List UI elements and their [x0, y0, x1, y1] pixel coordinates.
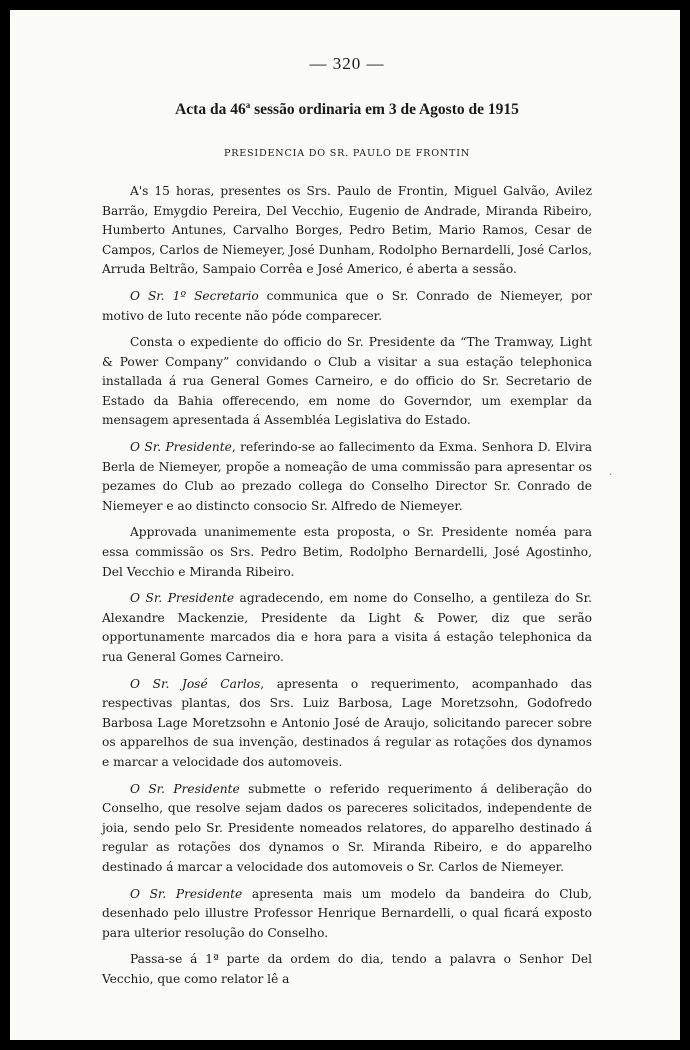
paragraph-text: Approvada unanimemente esta proposta, o Sr. Presidente noméa para essa commissão os Srs. Pedro Betim, Rodolpho Bernardelli, José Agostinho, Del Vecchio e Miranda Ribeiro. — [102, 525, 592, 579]
scan-speck-decoration: · — [608, 470, 612, 481]
paragraph-10 — [102, 950, 592, 989]
paragraph-lead: O Sr. Presidente — [130, 781, 240, 796]
paragraph-1 — [102, 182, 592, 280]
paragraph-text: apresenta mais um modelo da bandeira do Club, desenhado pelo illustre Professor Henrique Bernardelli, o qual ficará exposto para ulterior resolução do Conselho. — [102, 886, 592, 940]
paragraph-4 — [102, 438, 592, 516]
paragraph-lead: O Sr. 1º Secretario — [130, 288, 259, 303]
paragraph-8 — [102, 780, 592, 878]
paragraph-text: , apresenta o requerimento, acompanhado das respectivas plantas, dos Srs. Luiz Barbosa, Lage Moretzsohn, Godofredo Barbosa Lage Moretzsohn e Antonio José de Araujo, solicitando parecer sobre os apparelhos de sua invenção, destinados á regular as rotações dos dynamos e marcar a velocidade dos automoveis. — [102, 676, 592, 769]
presidency-line: PRESIDENCIA DO SR. PAULO DE FRONTIN — [223, 148, 471, 160]
paragraph-text: submette o referido requerimento á deliberação do Conselho, que resolve sejam dados os pareceres solicitados, independente de joia, sendo pelo Sr. Presidente nomeados relatores, do apparelho destinado á regular as rotações dos dynamos o Sr. Miranda Ribeiro, e do apparelho destinado á marcar a velocidade dos automoveis o Sr. Carlos de Niemeyer. — [102, 781, 592, 874]
paragraph-text: Passa-se á 1ª parte da ordem do dia, tendo a palavra o Senhor Del Vecchio, que como relator lê a — [102, 952, 592, 986]
paragraph-lead: O Sr. Presidente — [130, 591, 235, 606]
title-before-ordinal: Acta da 46 — [175, 100, 246, 118]
minutes-title — [102, 96, 592, 120]
paragraph-7 — [102, 675, 592, 773]
title-ordinal-suffix: a — [245, 99, 251, 110]
paragraph-9 — [102, 885, 592, 944]
paragraph-6 — [102, 589, 592, 667]
paragraph-text: communica que o Sr. Conrado de Niemeyer, por motivo de luto recente não póde comparecer. — [102, 288, 592, 323]
title-after-ordinal: sessão ordinaria em 3 de Agosto de 1915 — [250, 100, 519, 118]
minutes-body — [102, 182, 592, 990]
document-page — [10, 10, 680, 1040]
paragraph-lead: O Sr. Presidente — [130, 440, 232, 455]
paragraph-text: A's 15 horas, presentes os Srs. Paulo de Frontin, Miguel Galvão, Avilez Barrão, Emygdio Pereira, Del Vecchio, Eugenio de Andrade, Miranda Ribeiro, Humberto Antunes, Carvalho Borges, Pedro Betim, Mario Ramos, Cesar de Campos, Carlos de Niemeyer, José Dunham, Rodolpho Bernardelli, José Carlos, Arruda Beltrão, Sampaio Corrêa e José Americo, é aberta a sessão. — [102, 183, 592, 277]
paragraph-text: Consta o expediente do officio do Sr. Presidente da “The Tramway, Light & Power Company” convidando o Club a visitar a sua estação telephonica installada á rua General Gomes Carneiro, e do officio do Sr. Secretario de Estado da Bahia offerecendo, em nome do Governdor, um exemplar da mensagem apresentada á Assembléa Legislativa do Estado. — [102, 335, 592, 428]
paragraph-2 — [102, 287, 592, 326]
paragraph-lead: O Sr. José Carlos — [130, 676, 261, 691]
paragraph-text: , referindo-se ao fallecimento da Exma. Senhora D. Elvira Berla de Niemeyer, propõe a nomeação de uma commissão para apresentar os pezames do Club ao prezado collega do Conselho Director Sr. Conrado de Niemeyer e ao distincto consocio Sr. Alfredo de Niemeyer. — [102, 440, 592, 513]
paragraph-3 — [102, 333, 592, 431]
paragraph-text: agradecendo, em nome do Conselho, a gentileza do Sr. Alexandre Mackenzie, Presidente da Light & Power, diz que serão opportunamente marcados dia e hora para a visita á estação telephonica da rua General Gomes Carneiro. — [102, 591, 592, 664]
page-number: — 320 — — [309, 54, 385, 73]
paragraph-lead: O Sr. Presidente — [130, 886, 243, 901]
paragraph-5 — [102, 523, 592, 582]
